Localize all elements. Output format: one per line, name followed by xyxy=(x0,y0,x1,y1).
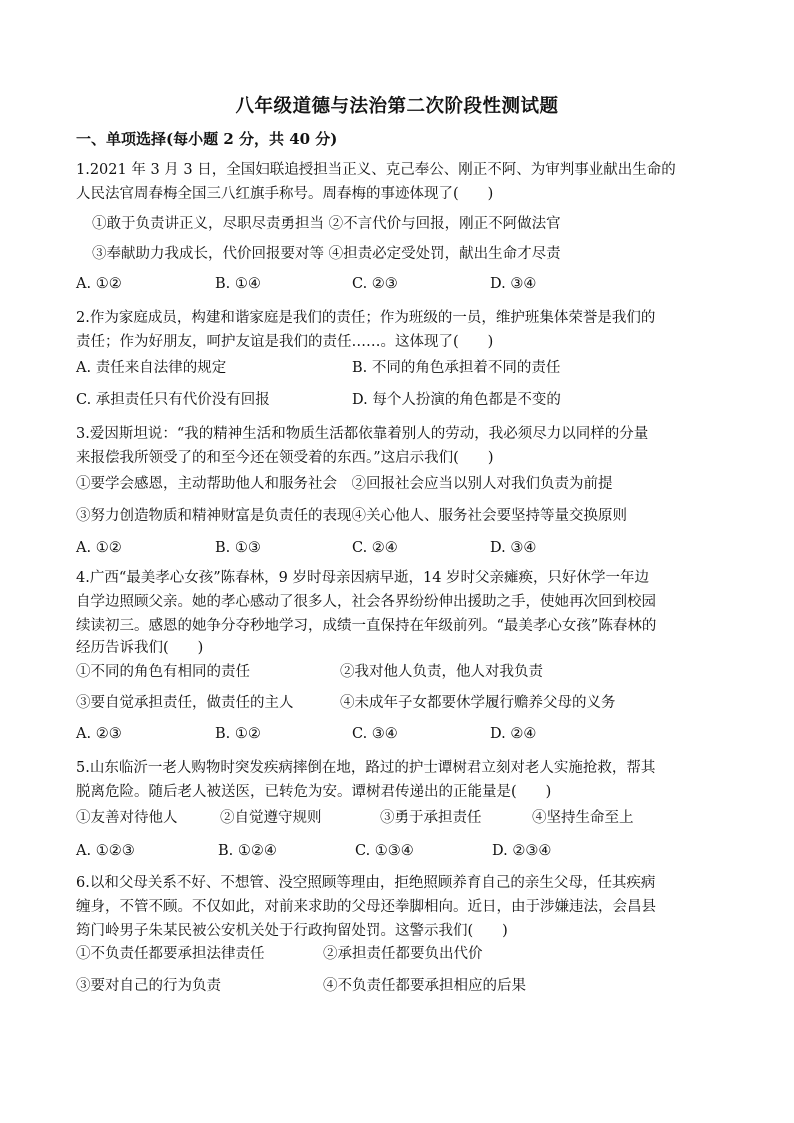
q1-stem-line-1: 1.2021 年 3 月 3 日，全国妇联追授担当正义、克己奉公、刚正不阿、为审判事业献出生命的 xyxy=(76,162,676,178)
q4-stem-line-2: 自学边照顾父亲。她的孝心感动了很多人，社会各界纷纷伸出援助之手，使她再次回到校园 xyxy=(76,594,656,610)
q2-stem-line-1: 2.作为家庭成员，构建和谐家庭是我们的责任；作为班级的一员，维护班集体荣誉是我们的 xyxy=(76,310,656,326)
q6-statement-4: ④不负责任都要承担相应的后果 xyxy=(323,978,526,994)
q5-stem-line-2: 脱离危险。随后老人被送医，已转危为安。谭树君传递出的正能量是( ) xyxy=(76,784,552,800)
q5-statement-2: ②自觉遵守规则 xyxy=(220,810,322,826)
q6-statement-1: ①不负责任都要承担法律责任 xyxy=(76,946,265,962)
q2-option-b[interactable]: B. 不同的角色承担着不同的责任 xyxy=(352,360,561,376)
page-title: 八年级道德与法治第二次阶段性测试题 xyxy=(235,96,559,117)
q4-statement-1: ①不同的角色有相同的责任 xyxy=(76,664,250,680)
q4-stem-line-1: 4.广西“最美孝心女孩”陈春林，9 岁时母亲因病早逝，14 岁时父亲瘫痪，只好休学一年边 xyxy=(76,570,650,586)
q5-statement-1: ①友善对待他人 xyxy=(76,810,178,826)
q5-option-c[interactable]: C. ①③④ xyxy=(355,843,414,859)
q6-statement-3: ③要对自己的行为负责 xyxy=(76,978,221,994)
q3-option-d[interactable]: D. ③④ xyxy=(490,540,537,556)
q1-stem-line-2: 人民法官周春梅全国三八红旗手称号。周春梅的事迹体现了( ) xyxy=(76,186,494,202)
q1-option-d[interactable]: D. ③④ xyxy=(490,276,537,292)
q5-option-a[interactable]: A. ①②③ xyxy=(76,843,135,859)
q5-option-d[interactable]: D. ②③④ xyxy=(492,843,552,859)
q4-option-a[interactable]: A. ②③ xyxy=(76,726,122,742)
q6-statement-2: ②承担责任都要负出代价 xyxy=(323,946,483,962)
q5-stem-line-1: 5.山东临沂一老人购物时突发疾病摔倒在地，路过的护士谭树君立刻对老人实施抢救，帮其 xyxy=(76,760,656,776)
q4-statement-2: ②我对他人负责，他人对我负责 xyxy=(340,664,543,680)
q1-option-c[interactable]: C. ②③ xyxy=(352,276,398,292)
q3-stem-line-1: 3.爱因斯坦说：“我的精神生活和物质生活都依靠着别人的劳动，我必须尽力以同样的分量 xyxy=(76,426,649,442)
q4-option-c[interactable]: C. ③④ xyxy=(352,726,398,742)
q5-statement-4: ④坚持生命至上 xyxy=(532,810,634,826)
q4-option-d[interactable]: D. ②④ xyxy=(490,726,537,742)
q4-stem-line-4: 经历告诉我们( ) xyxy=(76,640,204,656)
q3-option-a[interactable]: A. ①② xyxy=(76,540,122,556)
q6-stem-line-2: 缠身，不管不顾。不仅如此，对前来求助的父母还拳脚相向。近日，由于涉嫌违法，会昌县 xyxy=(76,899,656,915)
q2-stem-line-2: 责任；作为好朋友，呵护友谊是我们的责任……。这体现了( ) xyxy=(76,334,494,350)
q3-statement-line-1: ①要学会感恩，主动帮助他人和服务社会 ②回报社会应当以别人对我们负责为前提 xyxy=(76,476,613,492)
q3-statement-line-2: ③努力创造物质和精神财富是负责任的表现④关心他人、服务社会要坚持等量交换原则 xyxy=(76,508,627,524)
q3-option-c[interactable]: C. ②④ xyxy=(352,540,398,556)
section-heading: 一、单项选择(每小题 2 分，共 40 分) xyxy=(76,130,338,148)
q5-statement-3: ③勇于承担责任 xyxy=(380,810,482,826)
q4-stem-line-3: 续读初三。感恩的她争分夺秒地学习，成绩一直保持在年级前列。“最美孝心女孩”陈春林的 xyxy=(76,618,657,634)
q3-stem-line-2: 来报偿我所领受了的和至今还在领受着的东西。”这启示我们( ) xyxy=(76,450,494,466)
q4-statement-4: ④未成年子女都要休学履行赡养父母的义务 xyxy=(340,695,616,711)
q6-stem-line-3: 筠门岭男子朱某民被公安机关处于行政拘留处罚。这警示我们( ) xyxy=(76,923,508,939)
q1-statement-line-1: ①敢于负责讲正义，尽职尽责勇担当 ②不言代价与回报，刚正不阿做法官 xyxy=(92,216,561,232)
q1-statement-line-2: ③奉献助力我成长，代价回报要对等 ④担责必定受处罚，献出生命才尽责 xyxy=(92,246,561,262)
q2-option-d[interactable]: D. 每个人扮演的角色都是不变的 xyxy=(352,392,561,408)
q4-option-b[interactable]: B. ①② xyxy=(215,726,261,742)
q4-statement-3: ③要自觉承担责任，做责任的主人 xyxy=(76,695,294,711)
q3-option-b[interactable]: B. ①③ xyxy=(215,540,261,556)
q5-option-b[interactable]: B. ①②④ xyxy=(218,843,277,859)
q2-option-c[interactable]: C. 承担责任只有代价没有回报 xyxy=(76,392,270,408)
q2-option-a[interactable]: A. 责任来自法律的规定 xyxy=(76,360,227,376)
q1-option-a[interactable]: A. ①② xyxy=(76,276,122,292)
q1-option-b[interactable]: B. ①④ xyxy=(215,276,261,292)
q6-stem-line-1: 6.以和父母关系不好、不想管、没空照顾等理由，拒绝照顾养育自己的亲生父母，任其疾病 xyxy=(76,875,656,891)
